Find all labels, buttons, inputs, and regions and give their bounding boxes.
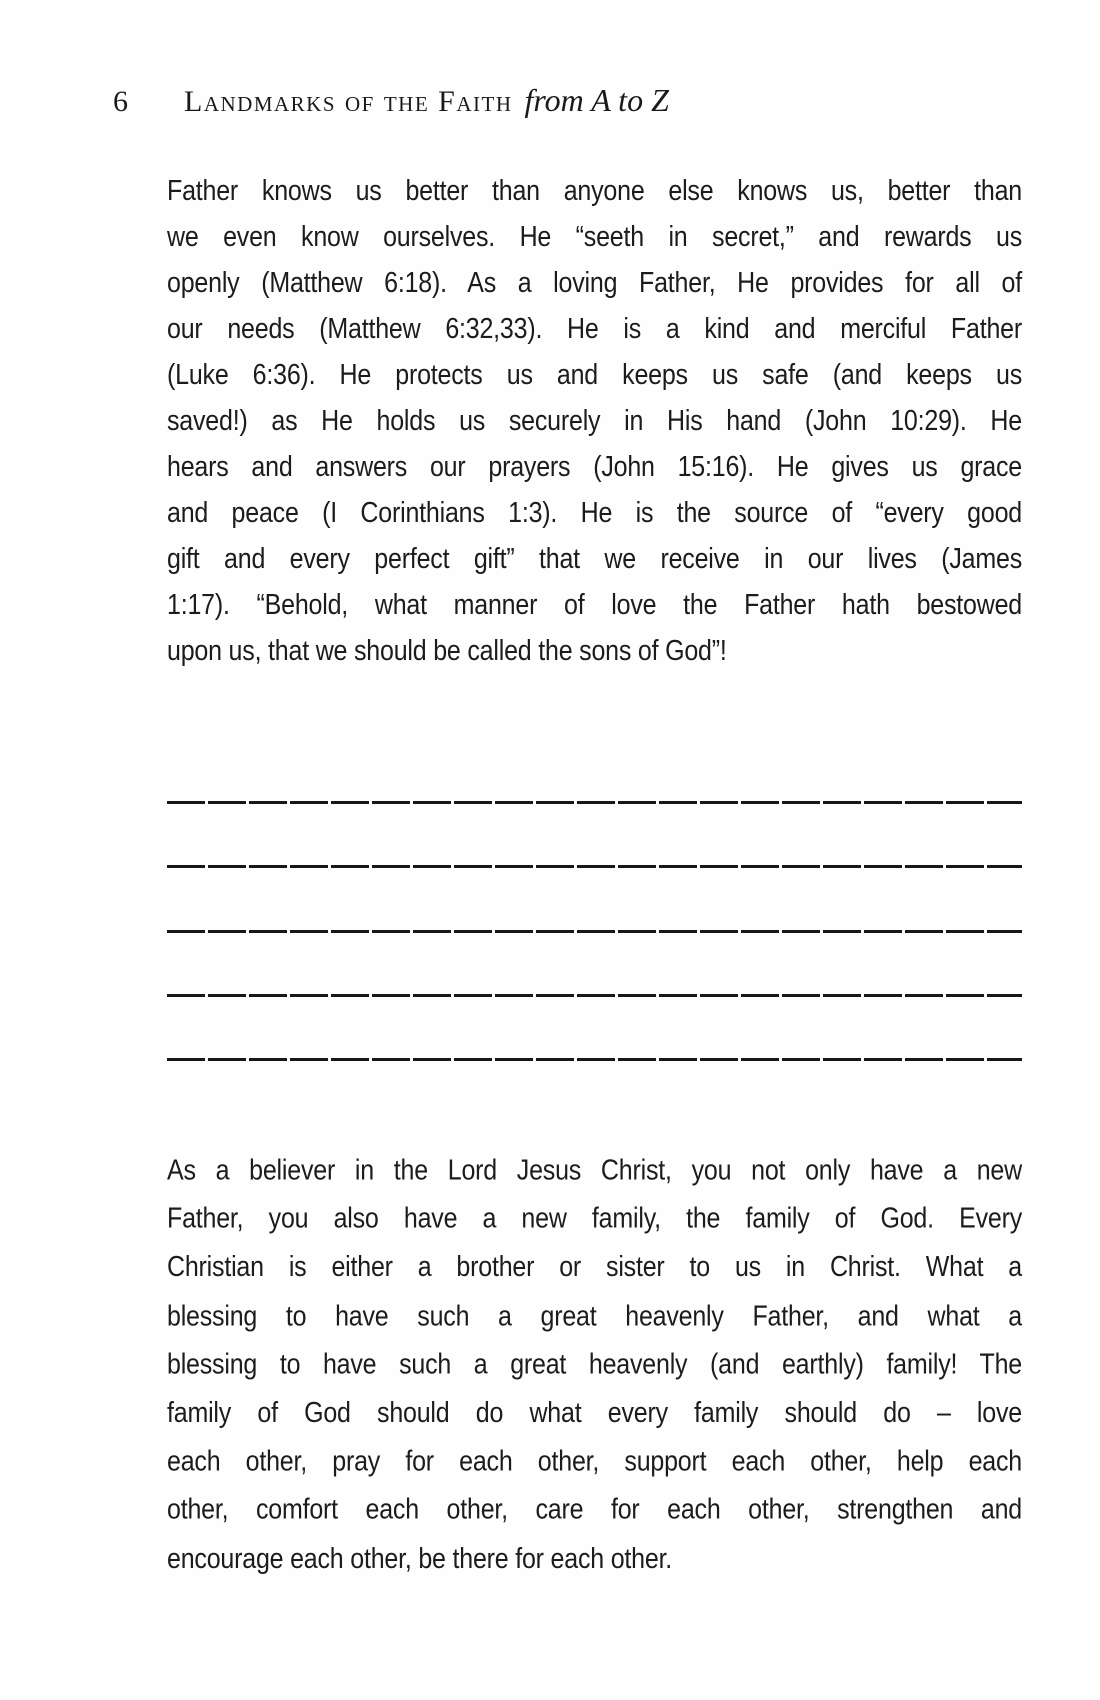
ruled-line	[167, 865, 1022, 868]
text-line: blessing to have such a great heavenly Father, and what a	[167, 1299, 1022, 1332]
text-line: family of God should do what every family should do – love	[167, 1396, 1022, 1429]
text-line: openly (Matthew 6:18). As a loving Father, He provides for all of	[167, 266, 1022, 300]
text-line: upon us, that we should be called the sons of God”!	[167, 634, 727, 668]
text-line: As a believer in the Lord Jesus Christ, you not only have a new	[167, 1154, 1022, 1187]
ruled-line	[167, 994, 1022, 997]
book-subtitle: from A to Z	[524, 82, 669, 118]
text-line: Father knows us better than anyone else knows us, better than	[167, 174, 1022, 208]
paragraph-believer-family	[167, 1146, 1022, 1583]
text-line: we even know ourselves. He “seeth in secret,” and rewards us	[167, 220, 1022, 254]
ruled-line	[167, 801, 1022, 804]
text-line: gift and every perfect gift” that we receive in our lives (James	[167, 542, 1022, 576]
text-line: Christian is either a brother or sister to us in Christ. What a	[167, 1251, 1022, 1284]
text-line: hears and answers our prayers (John 15:16). He gives us grace	[167, 450, 1022, 484]
running-header	[113, 82, 669, 119]
ruled-line	[167, 1058, 1022, 1061]
text-line: our needs (Matthew 6:32,33). He is a kind and merciful Father	[167, 312, 1022, 346]
text-line: blessing to have such a great heavenly (and earthly) family! The	[167, 1348, 1022, 1381]
ruled-line	[167, 930, 1022, 933]
text-line: and peace (I Corinthians 1:3). He is the source of “every good	[167, 496, 1022, 530]
text-line: Father, you also have a new family, the family of God. Every	[167, 1202, 1022, 1235]
text-line: saved!) as He holds us securely in His hand (John 10:29). He	[167, 404, 1022, 438]
answer-write-in-lines	[167, 801, 1022, 1122]
page-number: 6	[113, 85, 128, 118]
text-line: encourage each other, be there for each other.	[167, 1542, 673, 1575]
book-title: Landmarks of the Faith	[184, 85, 513, 118]
text-line: other, comfort each other, care for each other, strengthen and	[167, 1493, 1022, 1526]
paragraph-father-knows-us	[167, 168, 1022, 674]
text-line: (Luke 6:36). He protects us and keeps us safe (and keeps us	[167, 358, 1022, 392]
text-line: each other, pray for each other, support each other, help each	[167, 1445, 1022, 1478]
text-line: 1:17). “Behold, what manner of love the Father hath bestowed	[167, 588, 1022, 622]
